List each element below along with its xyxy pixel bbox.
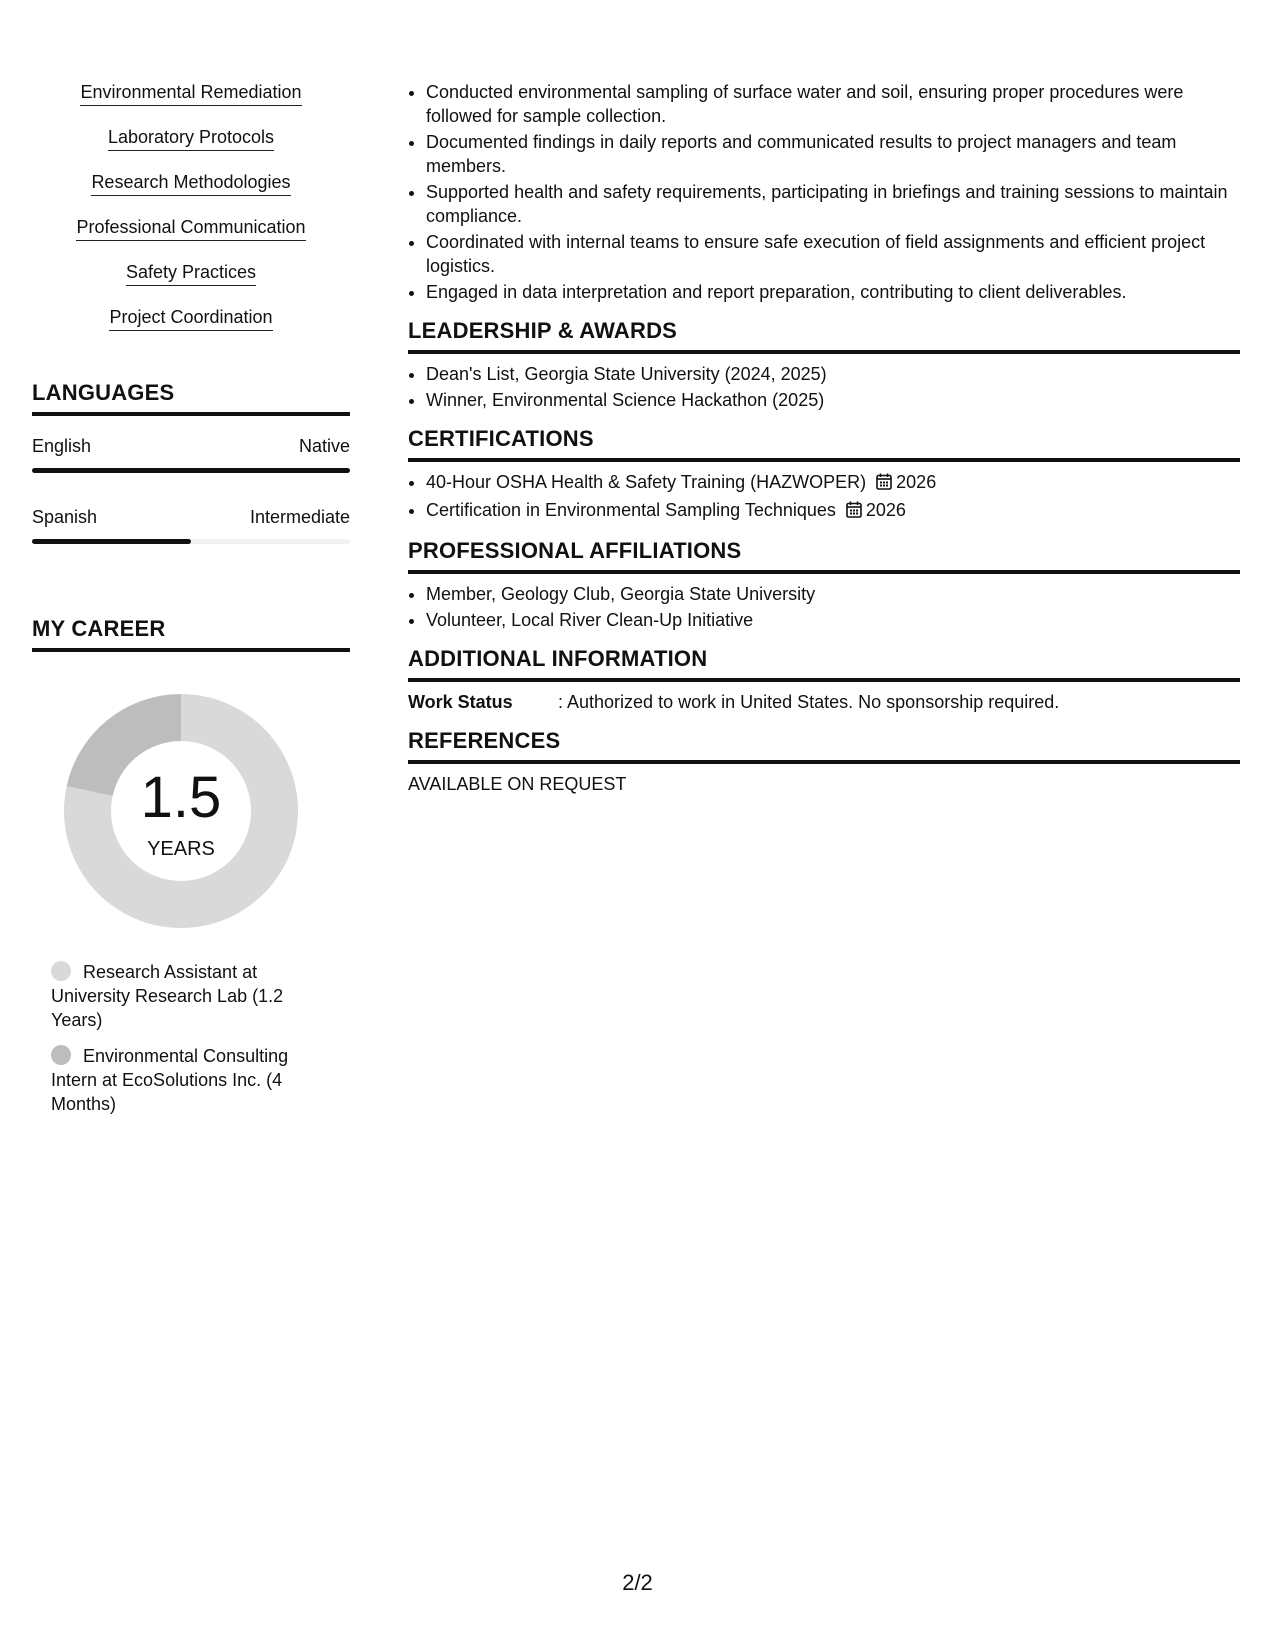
career-donut-chart — [56, 686, 306, 936]
work-status-row — [408, 690, 1240, 714]
certifications-section — [408, 426, 1240, 524]
skill-item: Research Methodologies — [91, 170, 290, 196]
language-level: Intermediate — [249, 507, 350, 527]
career-total: 1.5 — [140, 765, 222, 830]
career-legend — [32, 960, 350, 1116]
leadership-heading: LEADERSHIP & AWARDS — [408, 318, 1240, 354]
legend-label: Research Assistant at University Research Lab (1.2 Years) — [51, 962, 284, 1030]
references-text: AVAILABLE ON REQUEST — [408, 774, 627, 794]
additional-heading: ADDITIONAL INFORMATION — [408, 646, 1240, 682]
legend-item — [51, 960, 311, 1032]
leadership-section — [408, 318, 1240, 412]
language-row-spanish — [32, 505, 350, 529]
list-item: • Volunteer, Local River Clean-Up Initiative — [426, 608, 1240, 632]
certification-name: 40-Hour OSHA Health & Safety Training (HAZWOPER) — [426, 472, 867, 492]
legend-dot — [51, 961, 71, 981]
list-item — [426, 498, 1240, 524]
list-item: • Documented findings in daily reports and communicated results to project managers and team members. — [426, 130, 1240, 178]
languages-heading: LANGUAGES — [32, 380, 350, 416]
skill-item: Project Coordination — [109, 305, 272, 331]
legend-label: Environmental Consulting Intern at EcoSolutions Inc. (4 Months) — [51, 1046, 289, 1114]
skill-item: Laboratory Protocols — [108, 125, 274, 151]
language-row-english — [32, 434, 350, 458]
additional-section — [408, 646, 1240, 714]
languages-section — [32, 380, 350, 544]
certification-year: 2026 — [865, 500, 906, 520]
skills-list — [32, 80, 350, 350]
career-heading: MY CAREER — [32, 616, 350, 652]
certifications-heading: CERTIFICATIONS — [408, 426, 1240, 462]
references-section — [408, 728, 1240, 796]
language-bar-fill — [32, 539, 191, 544]
certification-name: Certification in Environmental Sampling Techniques — [426, 500, 836, 520]
language-bar-fill — [32, 468, 350, 473]
legend-item — [51, 1044, 311, 1116]
list-item: • Dean's List, Georgia State University (2024, 2025) — [426, 362, 1240, 386]
list-item: • Conducted environmental sampling of surface water and soil, ensuring proper procedures were followed for sample collection. — [426, 80, 1240, 128]
list-item: • Winner, Environmental Science Hackathon (2025) — [426, 388, 1240, 412]
calendar-icon — [876, 472, 892, 496]
calendar-icon — [846, 500, 862, 524]
experience-bullets — [408, 80, 1240, 304]
career-section — [32, 616, 350, 1116]
list-item — [426, 470, 1240, 496]
legend-dot — [51, 1045, 71, 1065]
work-status-value: : Authorized to work in United States. No sponsorship required. — [558, 692, 1060, 712]
career-unit: YEARS — [147, 838, 215, 860]
certification-year: 2026 — [896, 472, 937, 492]
skill-item: Professional Communication — [76, 215, 305, 241]
left-column — [32, 80, 350, 1128]
language-name: English — [32, 436, 92, 456]
language-bar — [32, 468, 350, 473]
language-name: Spanish — [32, 507, 98, 527]
page-number: 2/2 — [622, 1570, 653, 1595]
affiliations-section — [408, 538, 1240, 632]
language-bar — [32, 539, 350, 544]
list-item: • Coordinated with internal teams to ensure safe execution of field assignments and efficient project logistics. — [426, 230, 1240, 278]
work-status-label: Work Status — [408, 692, 513, 712]
language-level: Native — [298, 436, 350, 456]
affiliations-heading: PROFESSIONAL AFFILIATIONS — [408, 538, 1240, 574]
list-item: • Member, Geology Club, Georgia State University — [426, 582, 1240, 606]
references-heading: REFERENCES — [408, 728, 1240, 764]
list-item: • Supported health and safety requirements, participating in briefings and training sessions to maintain compliance. — [426, 180, 1240, 228]
right-column — [408, 80, 1240, 796]
list-item: • Engaged in data interpretation and report preparation, contributing to client deliverables. — [426, 280, 1240, 304]
skill-item: Environmental Remediation — [80, 80, 301, 106]
skill-item: Safety Practices — [126, 260, 256, 286]
